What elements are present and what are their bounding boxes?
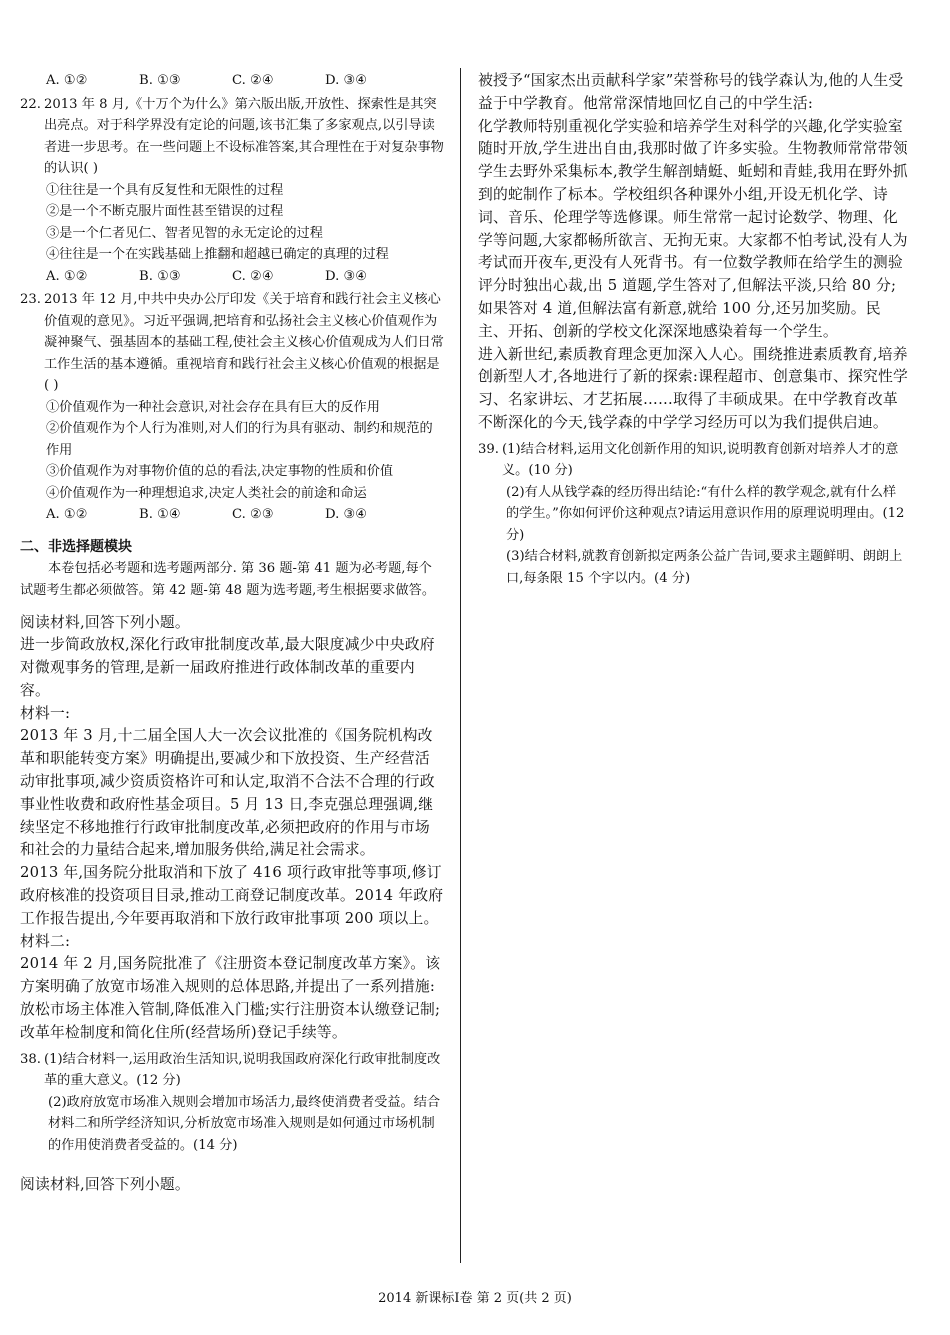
material-intro: 阅读材料,回答下列小题。 [20,613,190,631]
sub-question: (1)结合材料,运用文化创新作用的知识,说明教育创新对培养人才的意义。(10 分) [502,441,899,479]
material-paragraph: 2014 年 2 月,国务院批准了《注册资本登记制度改革方案》。该方案明确了放宽市场准入规则的总体思路,并提出了一系列措施:放松市场主体准入管制,降低准入门槛;实行注册资本认缴登记制;改革年检制度和简化住所(经营场所)登记手续等。 [20,955,441,1041]
statement: ①价值观作为一种社会意识,对社会存在具有巨大的反作用 [46,399,380,415]
section-description: 本卷包括必考题和选考题两部分. 第 36 题-第 41 题为必考题,每个试题考生都必须做答。第 42 题-第 48 题为选考题,考生根据要求做答。 [20,560,436,598]
option: D. ③④ [325,73,368,88]
page-footer: 2014 新课标Ⅰ卷 第 2 页(共 2 页) [378,1291,572,1306]
left-column [20,70,444,1197]
material-lead: 进一步简政放权,深化行政审批制度改革,最大限度减少中央政府对微观事务的管理,是新一届政府推进行政体制改革的重要内容。 [20,636,435,699]
material-paragraph: 2013 年,国务院分批取消和下放了 416 项行政审批等事项,修订政府核准的投资项目目录,推动工商登记制度改革。2014 年政府工作报告提出,今年要再取消和下放行政审批事项 200 项以上。 [20,864,444,927]
sub-question: (1)结合材料一,运用政治生活知识,说明我国政府深化行政审批制度改革的重大意义。(12 分) [44,1051,441,1089]
question-38 [20,1049,444,1157]
question-stem: 2013 年 12 月,中共中央办公厅印发《关于培育和践行社会主义核心价值观的意见》。习近平强调,把培育和弘扬社会主义核心价值观作为凝神聚气、强基固本的基础工程,使社会主义核心价值观成为人们日常工作生活的基本遵循。重视培育和践行社会主义核心价值观的根据是( ) [44,292,444,393]
sub-question: (3)结合材料,就教育创新拟定两条公益广告词,要求主题鲜明、朗朗上口,每条限 15 个字以内。(4 分) [506,549,903,586]
question-number: 38. [20,1051,41,1067]
statement: ②价值观作为个人行为准则,对人们的行为具有驱动、制约和规范的作用 [46,421,433,458]
statement: ①往往是一个具有反复性和无限性的过程 [46,182,284,198]
option: B. ①③ [139,73,181,88]
material-label: 材料一: [20,704,71,722]
material-paragraph: 2013 年 3 月,十二届全国人大一次会议批准的《国务院机构改革和职能转变方案》明确提出,要减少和下放投资、生产经营活动审批事项,减少资质资格许可和认定,取消不合法不合理的行政事业性收费和政府性基金项目。5 月 13 日,李克强总理强调,继续坚定不移地推行行政审批制度改革,必须把政府的作用与市场和社会的力量结合起来,增加服务供给,满足社会需求。 [20,727,435,859]
question-number: 39. [478,441,499,457]
material-label: 材料二: [20,932,71,950]
q23-options [20,504,444,526]
material-paragraph: 被授予“国家杰出贡献科学家”荣誉称号的钱学森认为,他的人生受益于中学教育。他常常深情地回忆自己的中学生活: [478,72,904,112]
statement: ②是一个不断克服片面性甚至错误的过程 [46,204,284,219]
statement: ④价值观作为一种理想追求,决定人类社会的前途和命运 [46,485,367,501]
statement: ③是一个仁者见仁、智者见智的永无定论的过程 [46,225,323,241]
q21-options [20,70,444,92]
sub-question: (2)政府放宽市场准入规则会增加市场活力,最终使消费者受益。结合材料二和所学经济知识,分析放宽市场准入规则是如何通过市场机制的作用使消费者受益的。(14 分) [48,1094,441,1153]
option: A. ①② [46,268,88,284]
material-intro: 阅读材料,回答下列小题。 [20,1176,190,1194]
material-paragraph: 化学教师特别重视化学实验和培养学生对科学的兴趣,化学实验室随时开放,学生进出自由,我那时做了许多实验。生物教师常常带领学生去野外采集标本,教学生解剖蜻蜓、蚯蚓和青蛙,我用在野外抓到的蛇制作了标本。学校组织各种课外小组,开设无机化学、诗词、音乐、伦理学等选修课。师生常常一起讨论数学、物理、化学等问题,大家都畅所欲言、无拘无束。大家都不怕考试,没有人为考试而开夜车,更没有人死背书。有一位数学教师在给学生的测验评分时独出心裁,出 5 道题,学生答对了,但解法平淡,只给 80 分;如果答对 4 道,但解法富有新意,就给 100 分,还另加奖励。民主、开拓、创新的学校文化深深地感染着每一个学生。 [478,117,908,340]
q22-options [20,266,444,288]
sub-question: (2)有人从钱学森的经历得出结论:“有什么样的教学观念,就有什么样的学生。”你如何评价这种观点?请运用意识作用的原理说明理由。(12 分) [506,484,905,543]
statement: ④往往是一个在实践基础上推翻和超越已确定的真理的过程 [46,247,389,262]
material-38 [20,612,444,1045]
question-22 [20,94,444,266]
question-39 [478,439,908,590]
statement: ③价值观作为对事物价值的总的看法,决定事物的性质和价值 [46,464,394,479]
material-paragraph: 进入新世纪,素质教育理念更加深入人心。围绕推进素质教育,培养创新型人才,各地进行了新的探索:课程超市、创意集市、探究性学习、名家讲坛、才艺拓展……取得了丰硕成果。在中学教育改革不断深化的今天,钱学森的中学学习经历可以为我们提供启迪。 [478,345,909,431]
right-column [478,70,908,589]
option: C. ②④ [232,268,274,284]
option: A. ①② [46,73,88,88]
option: C. ②③ [232,507,274,522]
question-number: 22. [20,96,41,112]
question-number: 23. [20,292,41,307]
question-stem: 2013 年 8 月,《十万个为什么》第六版出版,开放性、探索性是其突出亮点。对于科学界没有定论的问题,该书汇集了多家观点,以引导读者进一步思考。在一些问题上不设标准答案,其合理性在于对复杂事物的认识( ) [44,96,444,176]
question-23 [20,289,444,504]
option: B. ①③ [139,268,181,284]
material-39 [478,70,908,435]
option: D. ③④ [325,507,368,522]
option: B. ①④ [139,507,181,522]
option: D. ③④ [325,268,368,284]
column-divider [460,68,461,1263]
section-title: 二、非选择题模块 [20,538,132,555]
option: A. ①② [46,507,88,522]
option: C. ②④ [232,73,274,88]
